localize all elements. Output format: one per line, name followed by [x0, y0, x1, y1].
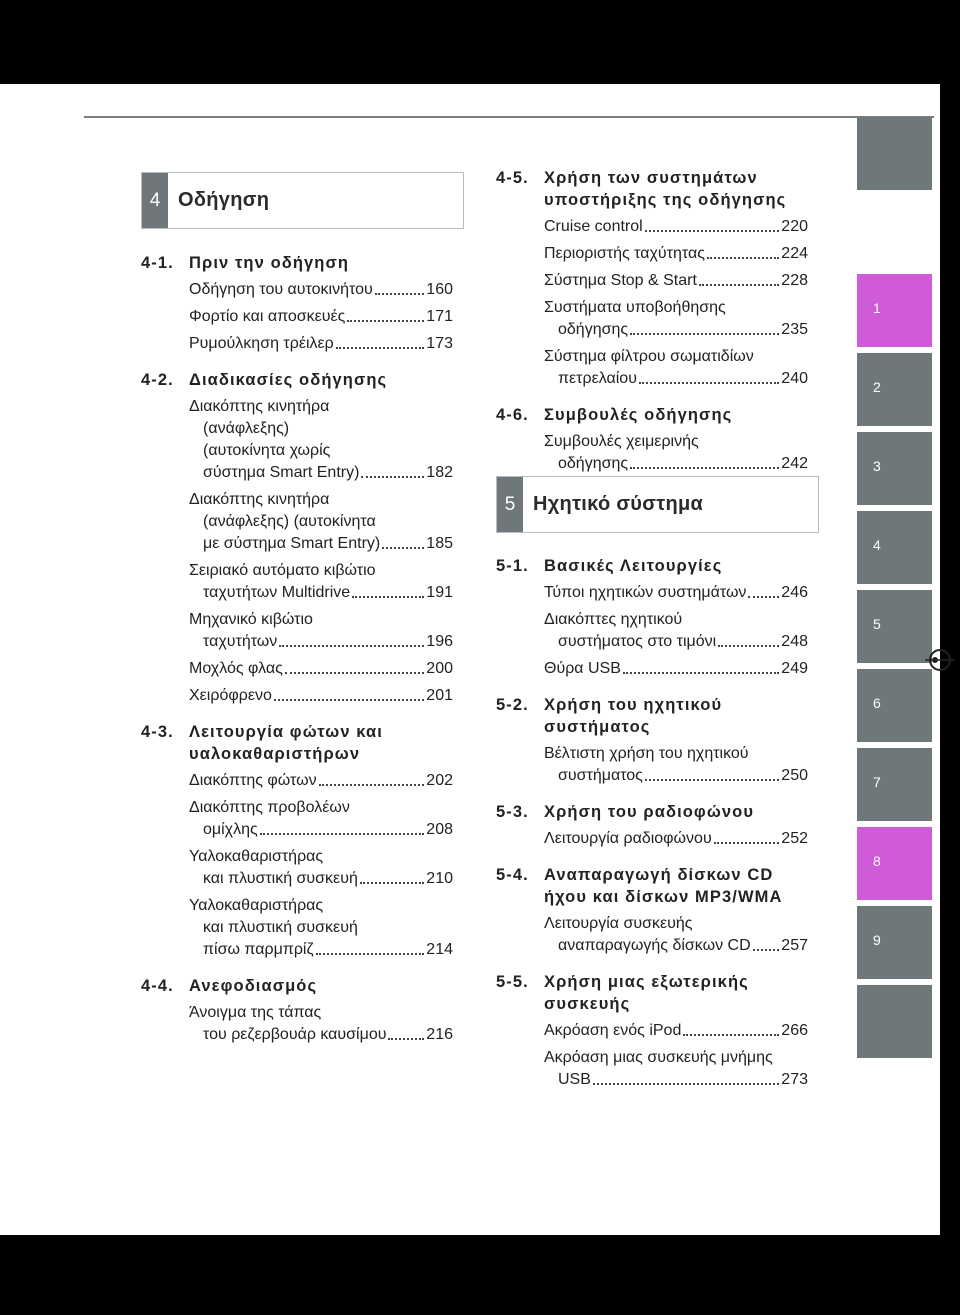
toc-group	[496, 167, 808, 390]
entry-text: Βέλτιστη χρήση του ηχητικού	[544, 745, 749, 762]
entry-text: Cruise control	[544, 218, 643, 235]
dot-leader	[319, 784, 425, 786]
chapter-tab[interactable]: 9	[857, 906, 932, 979]
toc-entry	[141, 279, 453, 301]
entry-text: (ανάφλεξης)	[203, 420, 290, 437]
entry-line	[189, 917, 453, 939]
entry-line	[189, 685, 453, 707]
entry-line	[544, 1020, 808, 1042]
entry-line	[189, 418, 453, 440]
chapter-tab[interactable]	[857, 985, 932, 1058]
toc-entry	[141, 1002, 453, 1046]
toc-group	[496, 694, 808, 787]
chapter-tab[interactable]: 7	[857, 748, 932, 821]
entry-text: οδήγησης	[558, 455, 629, 472]
toc-column-left	[141, 252, 453, 1060]
group-heading	[496, 167, 808, 211]
page-number: 210	[426, 870, 453, 887]
toc-entry	[141, 797, 453, 841]
entry-text: Διακόπτης κινητήρα	[189, 398, 330, 415]
entry-text: Περιοριστής ταχύτητας	[544, 245, 705, 262]
toc-entry	[496, 1020, 808, 1042]
group-title: Βασικές Λειτουργίες	[544, 557, 723, 575]
entry-line	[544, 609, 808, 631]
section-number: 5	[497, 477, 523, 532]
entry-line	[544, 913, 808, 935]
toc-group	[496, 864, 808, 957]
entry-text: Οδήγηση του αυτοκινήτου	[189, 281, 373, 298]
entry-line	[544, 453, 808, 475]
entry-text: Ρυμούλκηση τρέιλερ	[189, 335, 334, 352]
entry-line	[189, 609, 453, 631]
entry-line	[189, 489, 453, 511]
toc-entry	[496, 216, 808, 238]
entry-text: ομίχλης	[203, 821, 258, 838]
chapter-tab[interactable]: 5	[857, 590, 932, 663]
entry-text: και πλυστική συσκευή	[203, 919, 358, 936]
entry-line	[544, 270, 808, 292]
dot-leader	[623, 672, 779, 674]
toc-entry	[141, 685, 453, 707]
toc-group	[496, 971, 808, 1091]
group-title: Διαδικασίες οδήγησης	[189, 371, 388, 389]
entry-text: Διακόπτες ηχητικού	[544, 611, 683, 628]
page-number: 246	[781, 584, 808, 601]
entry-line	[544, 582, 808, 604]
page-number: 250	[781, 767, 808, 784]
toc-entry	[496, 658, 808, 680]
chapter-tab[interactable]: 6	[857, 669, 932, 742]
entry-text: με σύστημα Smart Entry)	[203, 535, 381, 552]
entry-line	[544, 743, 808, 765]
page-number: 224	[781, 245, 808, 262]
page-number: 185	[426, 535, 453, 552]
toc-column-right-bottom	[496, 555, 808, 1105]
toc-entry	[141, 658, 453, 680]
section-header-4	[141, 172, 464, 229]
page-number: 214	[426, 941, 453, 958]
entry-text: Μοχλός φλας	[189, 660, 283, 677]
entry-text: Διακόπτης προβολέων	[189, 799, 350, 816]
dot-leader	[645, 779, 779, 781]
entry-line	[544, 346, 808, 368]
page-number: 196	[426, 633, 453, 650]
toc-group	[496, 404, 808, 475]
dot-leader	[645, 230, 780, 232]
group-heading	[496, 404, 808, 426]
group-number: 4-2.	[141, 371, 174, 389]
registration-mark-icon	[925, 645, 955, 675]
section-title: Οδήγηση	[178, 189, 270, 211]
entry-line	[189, 533, 453, 555]
group-number: 5-2.	[496, 696, 529, 714]
group-heading	[496, 555, 808, 577]
chapter-tab[interactable]: 4	[857, 511, 932, 584]
entry-line	[544, 243, 808, 265]
toc-entry	[141, 895, 453, 961]
group-title: Αναπαραγωγή δίσκων CD ήχου και δίσκων MP3/WMA	[544, 866, 783, 906]
group-number: 4-3.	[141, 723, 174, 741]
entry-line	[544, 828, 808, 850]
toc-entry	[496, 913, 808, 957]
entry-text: Διακόπτης κινητήρα	[189, 491, 330, 508]
entry-text: Υαλοκαθαριστήρας	[189, 848, 324, 865]
entry-line	[544, 631, 808, 653]
dot-leader	[718, 645, 779, 647]
page-number: 235	[781, 321, 808, 338]
entry-line	[189, 1024, 453, 1046]
toc-entry	[496, 243, 808, 265]
dot-leader	[375, 293, 425, 295]
dot-leader	[347, 320, 424, 322]
dot-leader	[316, 953, 425, 955]
page-number: 242	[781, 455, 808, 472]
chapter-tab[interactable]: 3	[857, 432, 932, 505]
entry-text: USB	[558, 1071, 591, 1088]
entry-line	[544, 431, 808, 453]
page-number: 200	[426, 660, 453, 677]
page-number: 249	[781, 660, 808, 677]
group-title: Πριν την οδήγηση	[189, 254, 350, 272]
group-heading	[141, 721, 453, 765]
page-number: 220	[781, 218, 808, 235]
dot-leader	[361, 476, 424, 478]
entry-text: Λειτουργία συσκευής	[544, 915, 693, 932]
toc-entry	[141, 609, 453, 653]
group-heading	[141, 369, 453, 391]
page-number: 228	[781, 272, 808, 289]
entry-text: και πλυστική συσκευή	[203, 870, 358, 887]
chapter-tab[interactable]: 1	[857, 274, 932, 347]
entry-text: ταχυτήτων	[203, 633, 278, 650]
entry-text: Υαλοκαθαριστήρας	[189, 897, 324, 914]
page-number: 257	[781, 937, 808, 954]
dot-leader	[714, 842, 780, 844]
toc-entry	[496, 1047, 808, 1091]
entry-text: (ανάφλεξης) (αυτοκίνητα	[203, 513, 376, 530]
toc-entry	[496, 609, 808, 653]
toc-entry	[496, 582, 808, 604]
entry-line	[189, 279, 453, 301]
entry-text: Σύστημα Stop & Start	[544, 272, 697, 289]
toc-entry	[141, 306, 453, 328]
entry-line	[189, 770, 453, 792]
entry-line	[544, 1069, 808, 1091]
dot-leader	[388, 1038, 424, 1040]
group-heading	[141, 975, 453, 997]
page-number: 202	[426, 772, 453, 789]
dot-leader	[630, 333, 779, 335]
dot-leader	[336, 347, 425, 349]
dot-leader	[593, 1083, 779, 1085]
entry-line	[189, 1002, 453, 1024]
chapter-tab[interactable]: 2	[857, 353, 932, 426]
entry-text: Τύποι ηχητικών συστημάτων	[544, 584, 747, 601]
entry-line	[189, 306, 453, 328]
group-number: 4-1.	[141, 254, 174, 272]
dot-leader	[360, 882, 424, 884]
toc-entry	[141, 396, 453, 484]
group-heading	[496, 971, 808, 1015]
dot-leader	[748, 596, 779, 598]
entry-text: Συστήματα υποβοήθησης	[544, 299, 726, 316]
toc-entry	[141, 770, 453, 792]
group-heading	[141, 252, 453, 274]
entry-text: πίσω παρμπρίζ	[203, 941, 314, 958]
group-title: Χρήση μιας εξωτερικής συσκευής	[544, 973, 749, 1013]
entry-line	[544, 368, 808, 390]
toc-entry	[496, 743, 808, 787]
entry-line	[189, 462, 453, 484]
entry-line	[189, 440, 453, 462]
section-number: 4	[142, 173, 168, 228]
toc-entry	[141, 560, 453, 604]
entry-text: οδήγησης	[558, 321, 629, 338]
entry-text: Σύστημα φίλτρου σωματιδίων	[544, 348, 754, 365]
toc-group	[141, 252, 453, 355]
dot-leader	[630, 467, 779, 469]
entry-line	[189, 333, 453, 355]
entry-text: Χειρόφρενο	[189, 687, 272, 704]
toc-group	[496, 801, 808, 850]
toc-entry	[141, 489, 453, 555]
dot-leader	[279, 645, 424, 647]
crop-mark-icon	[922, 1215, 942, 1235]
top-rule	[84, 116, 934, 118]
entry-text: Μηχανικό κιβώτιο	[189, 611, 313, 628]
group-heading	[496, 694, 808, 738]
page-number: 160	[426, 281, 453, 298]
entry-text: Ακρόαση ενός iPod	[544, 1022, 682, 1039]
entry-text: συστήματος	[558, 767, 643, 784]
group-number: 4-6.	[496, 406, 529, 424]
page-number: 171	[426, 308, 453, 325]
toc-group	[141, 975, 453, 1046]
page-number: 191	[426, 584, 453, 601]
page-number: 273	[781, 1071, 808, 1088]
page-number: 182	[426, 464, 453, 481]
entry-text: Διακόπτης φώτων	[189, 772, 317, 789]
crop-mark-icon	[922, 84, 942, 104]
page-number: 240	[781, 370, 808, 387]
entry-line	[544, 765, 808, 787]
group-title: Χρήση του ηχητικού συστήματος	[544, 696, 723, 736]
dot-leader	[753, 949, 780, 951]
entry-line	[544, 1047, 808, 1069]
entry-line	[189, 895, 453, 917]
toc-entry	[496, 828, 808, 850]
entry-line	[189, 939, 453, 961]
chapter-tab[interactable]	[857, 117, 932, 190]
entry-line	[544, 216, 808, 238]
group-heading	[496, 801, 808, 823]
group-number: 5-3.	[496, 803, 529, 821]
page-number: 216	[426, 1026, 453, 1043]
toc-column-right-top	[496, 167, 808, 489]
toc-group	[141, 369, 453, 707]
group-number: 5-1.	[496, 557, 529, 575]
group-number: 5-5.	[496, 973, 529, 991]
toc-entry	[496, 270, 808, 292]
toc-group	[141, 721, 453, 961]
dot-leader	[639, 382, 779, 384]
entry-line	[544, 297, 808, 319]
entry-line	[189, 631, 453, 653]
entry-text: Θύρα USB	[544, 660, 621, 677]
entry-text: Ακρόαση μιας συσκευής μνήμης	[544, 1049, 773, 1066]
toc-entry	[141, 846, 453, 890]
section-title: Ηχητικό σύστημα	[533, 493, 704, 515]
entry-text: Λειτουργία ραδιοφώνου	[544, 830, 712, 847]
group-number: 4-5.	[496, 169, 529, 187]
entry-line	[544, 658, 808, 680]
group-title: Συμβουλές οδήγησης	[544, 406, 733, 424]
entry-text: Συμβουλές χειμερινής	[544, 433, 699, 450]
entry-text: σύστημα Smart Entry)	[203, 464, 360, 481]
dot-leader	[352, 596, 424, 598]
entry-line	[189, 868, 453, 890]
group-title: Χρήση των συστημάτων υποστήριξης της οδήγησης	[544, 169, 787, 209]
group-title: Ανεφοδιασμός	[189, 977, 318, 995]
toc-entry	[496, 431, 808, 475]
toc-entry	[141, 333, 453, 355]
dot-leader	[699, 284, 779, 286]
page-number: 208	[426, 821, 453, 838]
toc-entry	[496, 346, 808, 390]
dot-leader	[683, 1034, 779, 1036]
entry-text: Σειριακό αυτόματο κιβώτιο	[189, 562, 376, 579]
group-title: Λειτουργία φώτων και υαλοκαθαριστήρων	[189, 723, 383, 763]
group-heading	[496, 864, 808, 908]
entry-text: πετρελαίου	[558, 370, 637, 387]
group-number: 5-4.	[496, 866, 529, 884]
dot-leader	[707, 257, 779, 259]
page-number: 266	[781, 1022, 808, 1039]
entry-text: Φορτίο και αποσκευές	[189, 308, 346, 325]
entry-line	[189, 511, 453, 533]
entry-text: συστήματος στο τιμόνι	[558, 633, 717, 650]
page-number: 248	[781, 633, 808, 650]
entry-line	[189, 582, 453, 604]
entry-text: ταχυτήτων Multidrive	[203, 584, 351, 601]
page-number: 173	[426, 335, 453, 352]
page-number: 252	[781, 830, 808, 847]
toc-entry	[496, 297, 808, 341]
entry-line	[544, 319, 808, 341]
entry-text: Άνοιγμα της τάπας	[189, 1004, 322, 1021]
entry-text: αναπαραγωγής δίσκων CD	[558, 937, 751, 954]
entry-line	[189, 819, 453, 841]
entry-text: του ρεζερβουάρ καυσίμου	[203, 1026, 387, 1043]
entry-line	[189, 658, 453, 680]
dot-leader	[285, 672, 425, 674]
entry-line	[189, 560, 453, 582]
entry-line	[189, 797, 453, 819]
chapter-tab[interactable]: 8	[857, 827, 932, 900]
entry-text: (αυτοκίνητα χωρίς	[203, 442, 331, 459]
dot-leader	[382, 547, 424, 549]
entry-line	[189, 846, 453, 868]
group-number: 4-4.	[141, 977, 174, 995]
dot-leader	[260, 833, 425, 835]
entry-line	[189, 396, 453, 418]
page-number: 201	[426, 687, 453, 704]
toc-group	[496, 555, 808, 680]
entry-line	[544, 935, 808, 957]
dot-leader	[274, 699, 424, 701]
group-title: Χρήση του ραδιοφώνου	[544, 803, 755, 821]
